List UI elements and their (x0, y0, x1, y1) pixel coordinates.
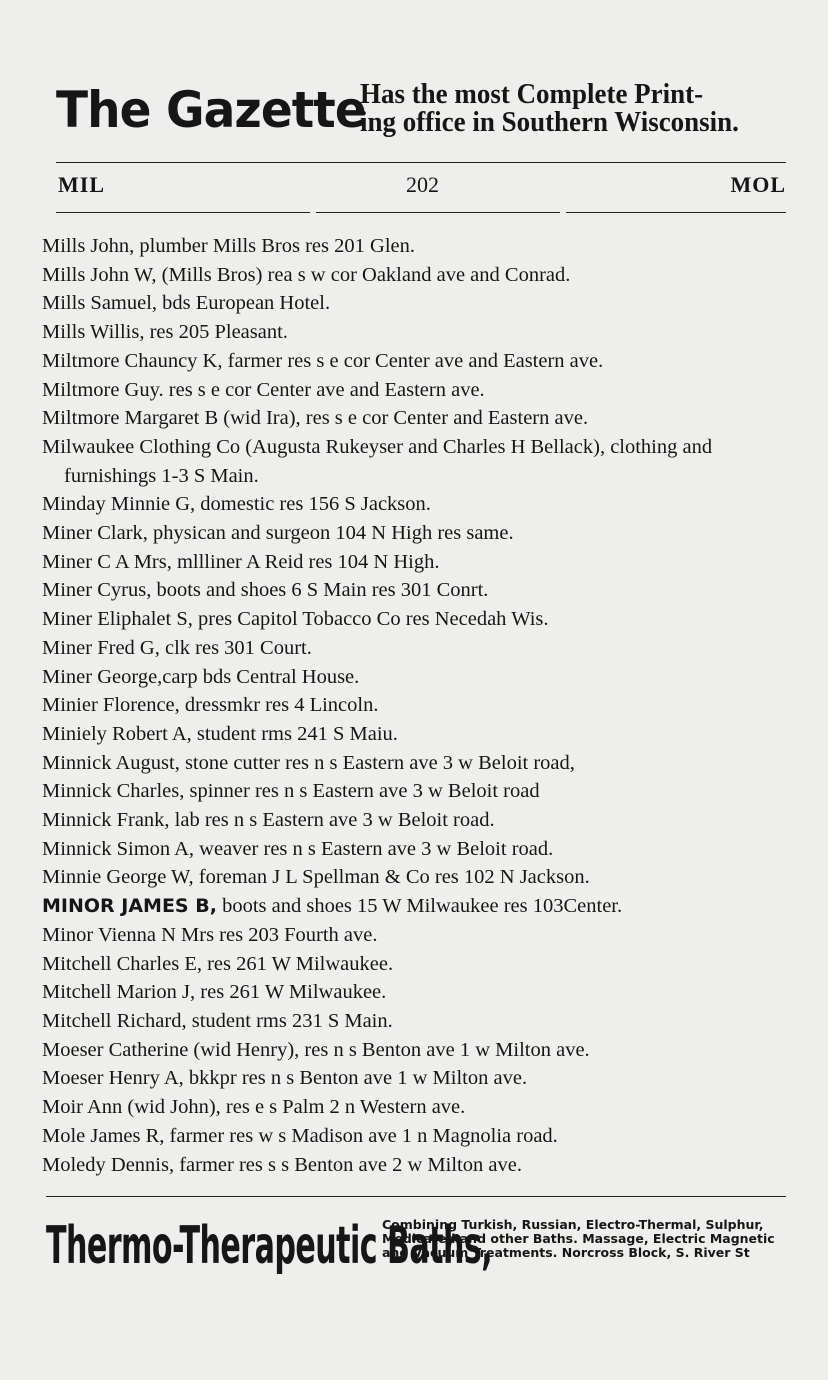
directory-entry: Miltmore Margaret B (wid Ira), res s e cor Center and Eastern ave. (42, 407, 589, 430)
page-header (56, 172, 786, 200)
baths-advertisement (46, 1208, 788, 1298)
directory-entry: Mills Samuel, bds European Hotel. (42, 292, 331, 315)
directory-entry: Miner Clark, physican and surgeon 104 N High res same. (42, 522, 514, 545)
directory-entry: Minday Minnie G, domestic res 156 S Jackson. (42, 493, 431, 516)
header-divider-left (56, 212, 310, 213)
directory-entry: Mitchell Charles E, res 261 W Milwaukee. (42, 952, 394, 975)
directory-entry: Moledy Dennis, farmer res s s Benton ave 2 w Milton ave. (42, 1153, 522, 1176)
directory-entry: Mitchell Marion J, res 261 W Milwaukee. (42, 981, 387, 1004)
directory-entry: Minor Vienna N Mrs res 203 Fourth ave. (42, 923, 378, 946)
directory-entry: Mills John, plumber Mills Bros res 201 Glen. (42, 235, 415, 257)
header-divider-center (316, 212, 560, 213)
directory-entry: Mitchell Richard, student rms 231 S Main. (42, 1009, 393, 1032)
header-divider-right (566, 212, 786, 213)
directory-entry: Minnick August, stone cutter res n s Eastern ave 3 w Beloit road, (42, 751, 575, 774)
directory-entry: Minier Florence, dressmkr res 4 Lincoln. (42, 694, 379, 717)
gazette-tagline (360, 80, 739, 136)
directory-entry: Minnick Charles, spinner res n s Eastern ave 3 w Beloit road (42, 780, 540, 803)
directory-entry: Moeser Catherine (wid Henry), res n s Benton ave 1 w Milton ave. (42, 1038, 590, 1061)
gazette-tagline-line2: ing office in Southern Wisconsin. (360, 106, 739, 138)
directory-entry: Miltmore Guy. res s e cor Center ave and Eastern ave. (42, 378, 485, 401)
gazette-tagline-line1: Has the most Complete Print- (360, 78, 704, 110)
bottom-divider (46, 1196, 786, 1197)
directory-entry: Miner Cyrus, boots and shoes 6 S Main res 301 Conrt. (42, 579, 489, 602)
directory-entry: Mills John W, (Mills Bros) rea s w cor Oakland ave and Conrad. (42, 263, 571, 286)
directory-entry: Minnick Frank, lab res n s Eastern ave 3 w Beloit road. (42, 809, 495, 832)
directory-entry: Mole James R, farmer res w s Madison ave 1 n Magnolia road. (42, 1124, 558, 1147)
directory-entry-bold (42, 892, 792, 921)
directory-entry: Miner C A Mrs, mllliner A Reid res 104 N High. (42, 550, 440, 573)
bold-entry-rest: boots and shoes 15 W Milwaukee res 103Center. (216, 895, 623, 918)
baths-details: Combining Turkish, Russian, Electro-Thermal, Sulphur, Medicated and other Baths. Massage, Electric Magnetic and Vacuum Treatments. Norcross Block, S. River St (382, 1217, 775, 1260)
page-number: 202 (406, 172, 439, 197)
directory-entry: Milwaukee Clothing Co (Augusta Rukeyser and Charles H Bellack), clothing and furnishings 1-3 S Main. (42, 435, 713, 487)
directory-entry: Moeser Henry A, bkkpr res n s Benton ave 1 w Milton ave. (42, 1067, 528, 1090)
top-divider (56, 162, 786, 163)
directory-entry: Minnick Simon A, weaver res n s Eastern ave 3 w Beloit road. (42, 837, 554, 860)
directory-entry: Mills Willis, res 205 Pleasant. (42, 321, 288, 344)
bold-entry-name: MINOR JAMES B, (42, 895, 217, 918)
directory-entry: Miner Eliphalet S, pres Capitol Tobacco Co res Necedah Wis. (42, 608, 549, 631)
directory-entry: Miniely Robert A, student rms 241 S Maiu. (42, 722, 398, 745)
gazette-brand: The Gazette (56, 81, 366, 139)
header-guide-right: MOL (730, 172, 786, 197)
directory-entry: Minnie George W, foreman J L Spellman & Co res 102 N Jackson. (42, 866, 590, 889)
directory-entry: Miltmore Chauncy K, farmer res s e cor Center ave and Eastern ave. (42, 349, 604, 372)
baths-brand: Thermo-Therapeutic Baths, (46, 1216, 493, 1276)
directory-entry: Miner Fred G, clk res 301 Court. (42, 636, 312, 659)
gazette-advertisement (56, 80, 788, 150)
directory-entries (42, 232, 792, 1179)
header-guide-left: MIL (58, 172, 105, 197)
directory-entry: Moir Ann (wid John), res e s Palm 2 n Western ave. (42, 1096, 466, 1119)
directory-entry: Miner George,carp bds Central House. (42, 665, 360, 688)
